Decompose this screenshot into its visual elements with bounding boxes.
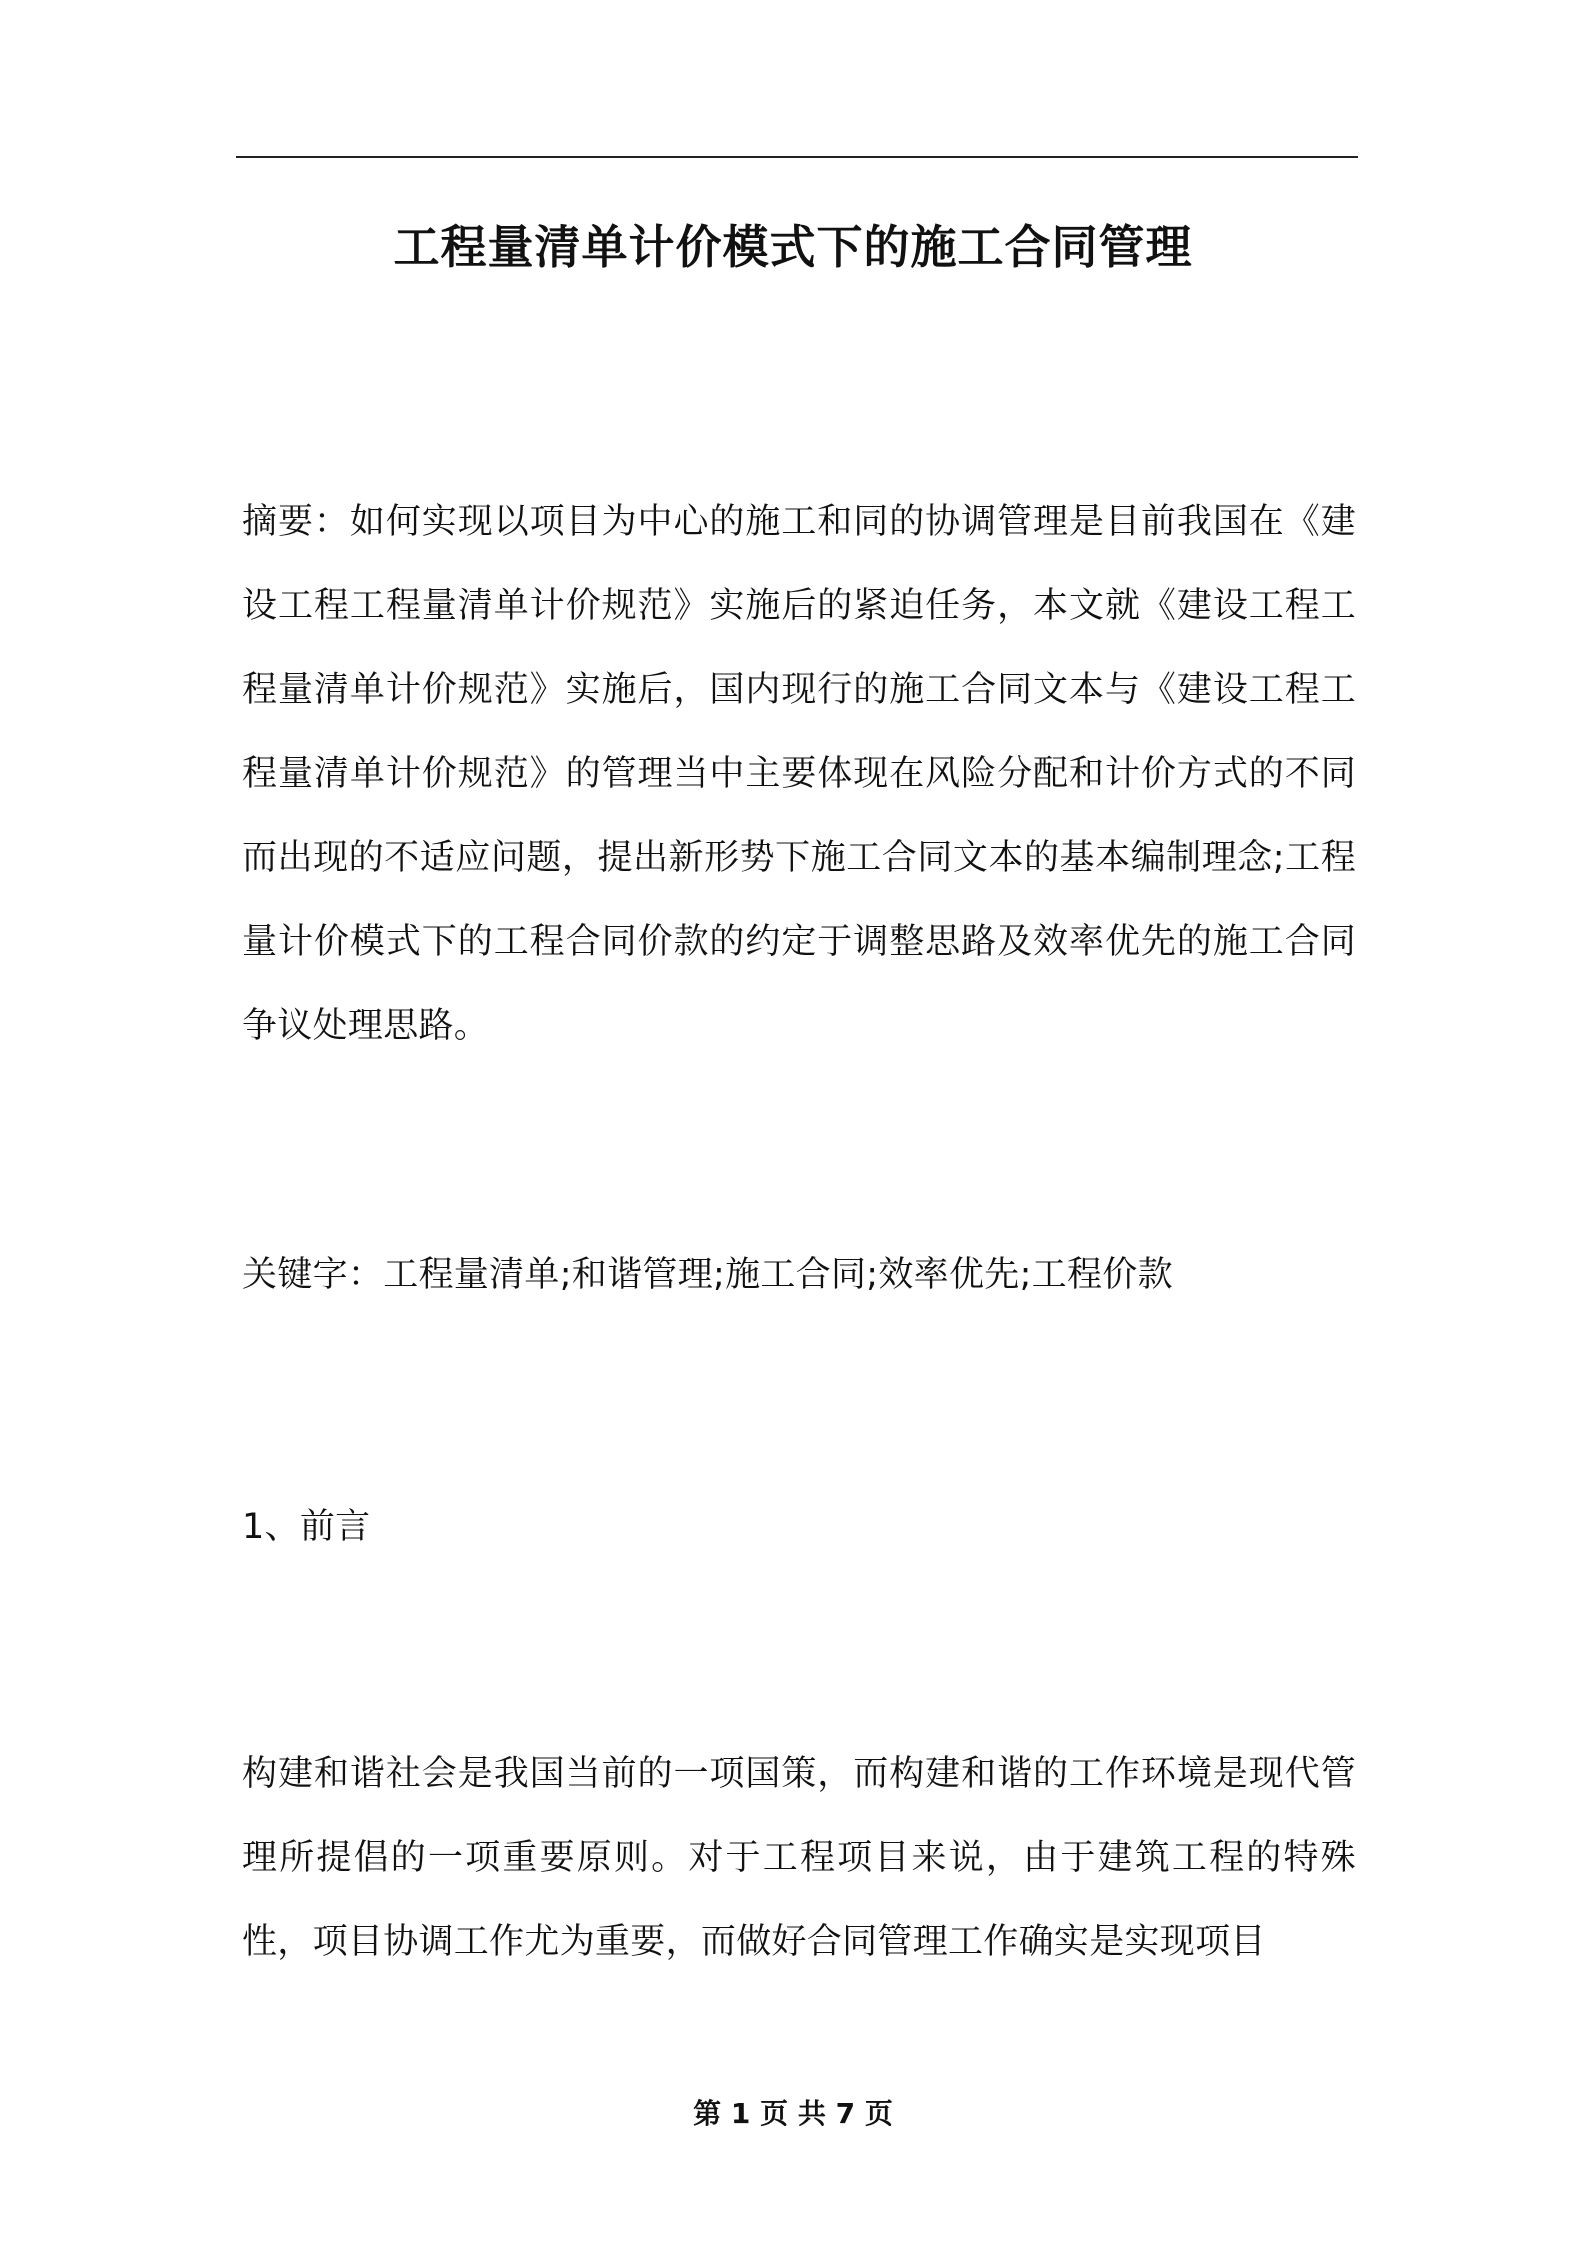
section-heading-introduction: 1、前言 [242,1507,371,1547]
abstract-paragraph: 摘要：如何实现以项目为中心的施工和同的协调管理是目前我国在《建设工程工程量清单计价规范》实施后的紧迫任务，本文就《建设工程工程量清单计价规范》实施后，国内现行的施工合同文本与《建设工程工程量清单计价规范》的管理当中主要体现在风险分配和计价方式的不同而出现的不适应问题，提出新形势下施工合同文本的基本编制理念;工程量计价模式下的工程合同价款的约定于调整思路及效率优先的施工合同争议处理思路。 [242,502,1356,1046]
header-rule [236,156,1358,158]
body-paragraph: 构建和谐社会是我国当前的一项国策，而构建和谐的工作环境是现代管理所提倡的一项重要原则。对于工程项目来说，由于建筑工程的特殊性，项目协调工作尤为重要，而做好合同管理工作确实是实现项目 [242,1754,1356,1962]
page-number-footer: 第 1 页 共 7 页 [693,2097,893,2130]
keywords-line: 关键字：工程量清单;和谐管理;施工合同;效率优先;工程价款 [242,1255,1173,1295]
document-title: 工程量清单计价模式下的施工合同管理 [393,220,1193,274]
